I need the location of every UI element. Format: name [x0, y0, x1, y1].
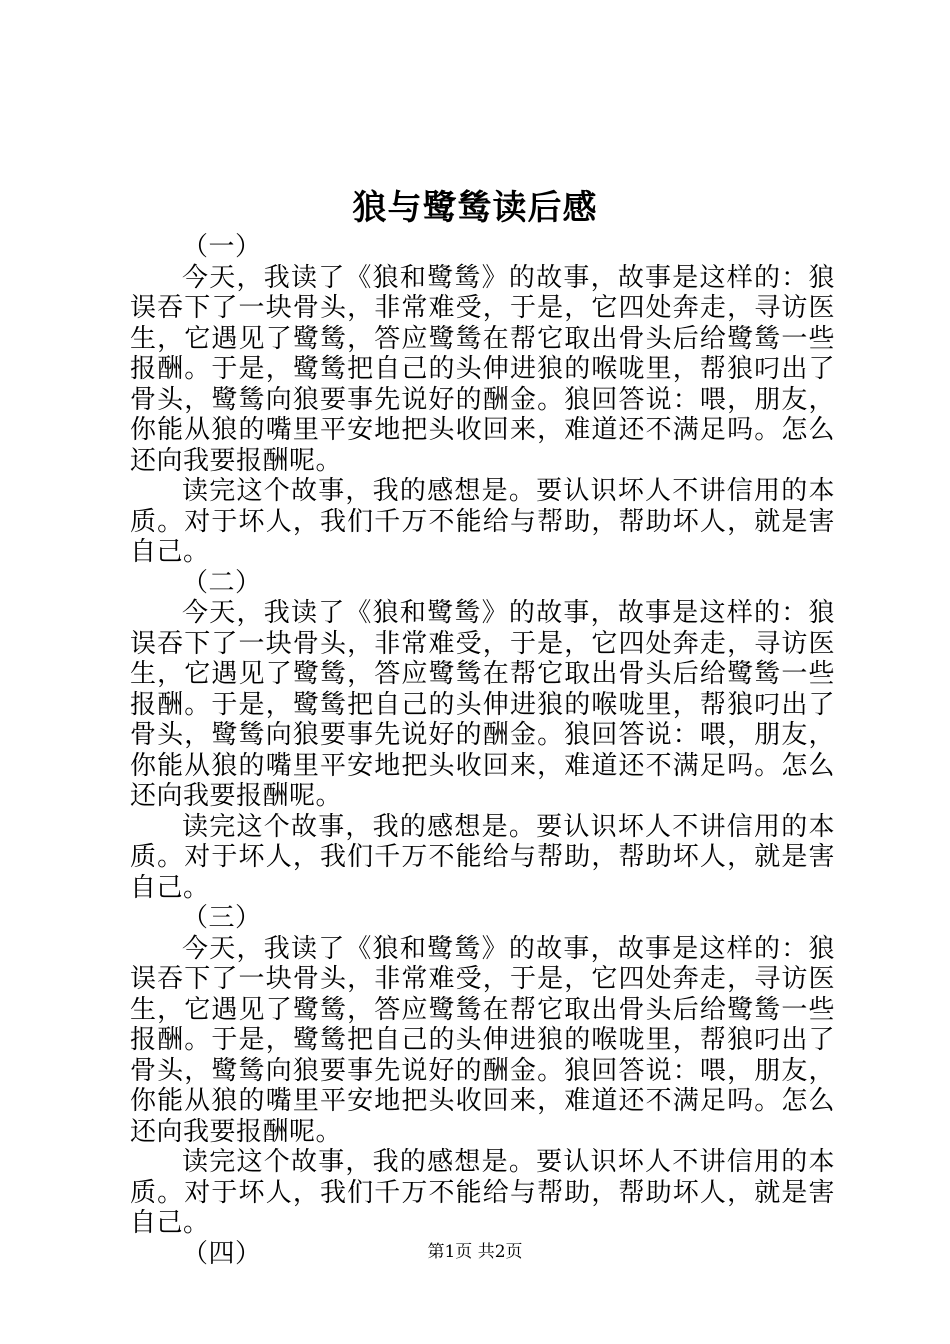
page-footer: 第1页 共2页 [427, 1242, 523, 1262]
section-label: （三） [182, 903, 262, 933]
reflection-paragraph: 读完这个故事，我的感想是。要认识坏人不讲信用的本质。对于坏人，我们千万不能给与帮助，帮助坏人，就是害自己。 [130, 1147, 835, 1238]
section-label: （二） [182, 567, 262, 598]
document-title: 狼与鹭鸶读后感 [352, 188, 598, 228]
story-paragraph: 今天，我读了《狼和鹭鸶》的故事，故事是这样的：狼误吞下了一块骨头，非常难受，于是，它四处奔走，寻访医生，它遇见了鹭鸶，答应鹭鸶在帮它取出骨头后给鹭鸶一些报酬。于是，鹭鸶把自己的头伸进狼的喉咙里，帮狼叼出了骨头，鹭鸶向狼要事先说好的酬金。狼回答说：喂，朋友，你能从狼的嘴里平安地把头收回来，难道还不满足吗。怎么还向我要报酬呢。 [130, 262, 835, 476]
reflection-paragraph: 读完这个故事，我的感想是。要认识坏人不讲信用的本质。对于坏人，我们千万不能给与帮助，帮助坏人，就是害自己。 [130, 476, 835, 567]
document-body [130, 232, 835, 1269]
section-label: （四） [182, 1238, 262, 1269]
section-label: （一） [182, 232, 262, 262]
reflection-paragraph: 读完这个故事，我的感想是。要认识坏人不讲信用的本质。对于坏人，我们千万不能给与帮助，帮助坏人，就是害自己。 [130, 811, 835, 903]
story-paragraph: 今天，我读了《狼和鹭鸶》的故事，故事是这样的：狼误吞下了一块骨头，非常难受，于是，它四处奔走，寻访医生，它遇见了鹭鸶，答应鹭鸶在帮它取出骨头后给鹭鸶一些报酬。于是，鹭鸶把自己的头伸进狼的喉咙里，帮狼叼出了骨头，鹭鸶向狼要事先说好的酬金。狼回答说：喂，朋友，你能从狼的嘴里平安地把头收回来，难道还不满足吗。怎么还向我要报酬呢。 [130, 598, 835, 811]
story-paragraph: 今天，我读了《狼和鹭鸶》的故事，故事是这样的：狼误吞下了一块骨头，非常难受，于是，它四处奔走，寻访医生，它遇见了鹭鸶，答应鹭鸶在帮它取出骨头后给鹭鸶一些报酬。于是，鹭鸶把自己的头伸进狼的喉咙里，帮狼叼出了骨头，鹭鸶向狼要事先说好的酬金。狼回答说：喂，朋友，你能从狼的嘴里平安地把头收回来，难道还不满足吗。怎么还向我要报酬呢。 [130, 933, 835, 1147]
